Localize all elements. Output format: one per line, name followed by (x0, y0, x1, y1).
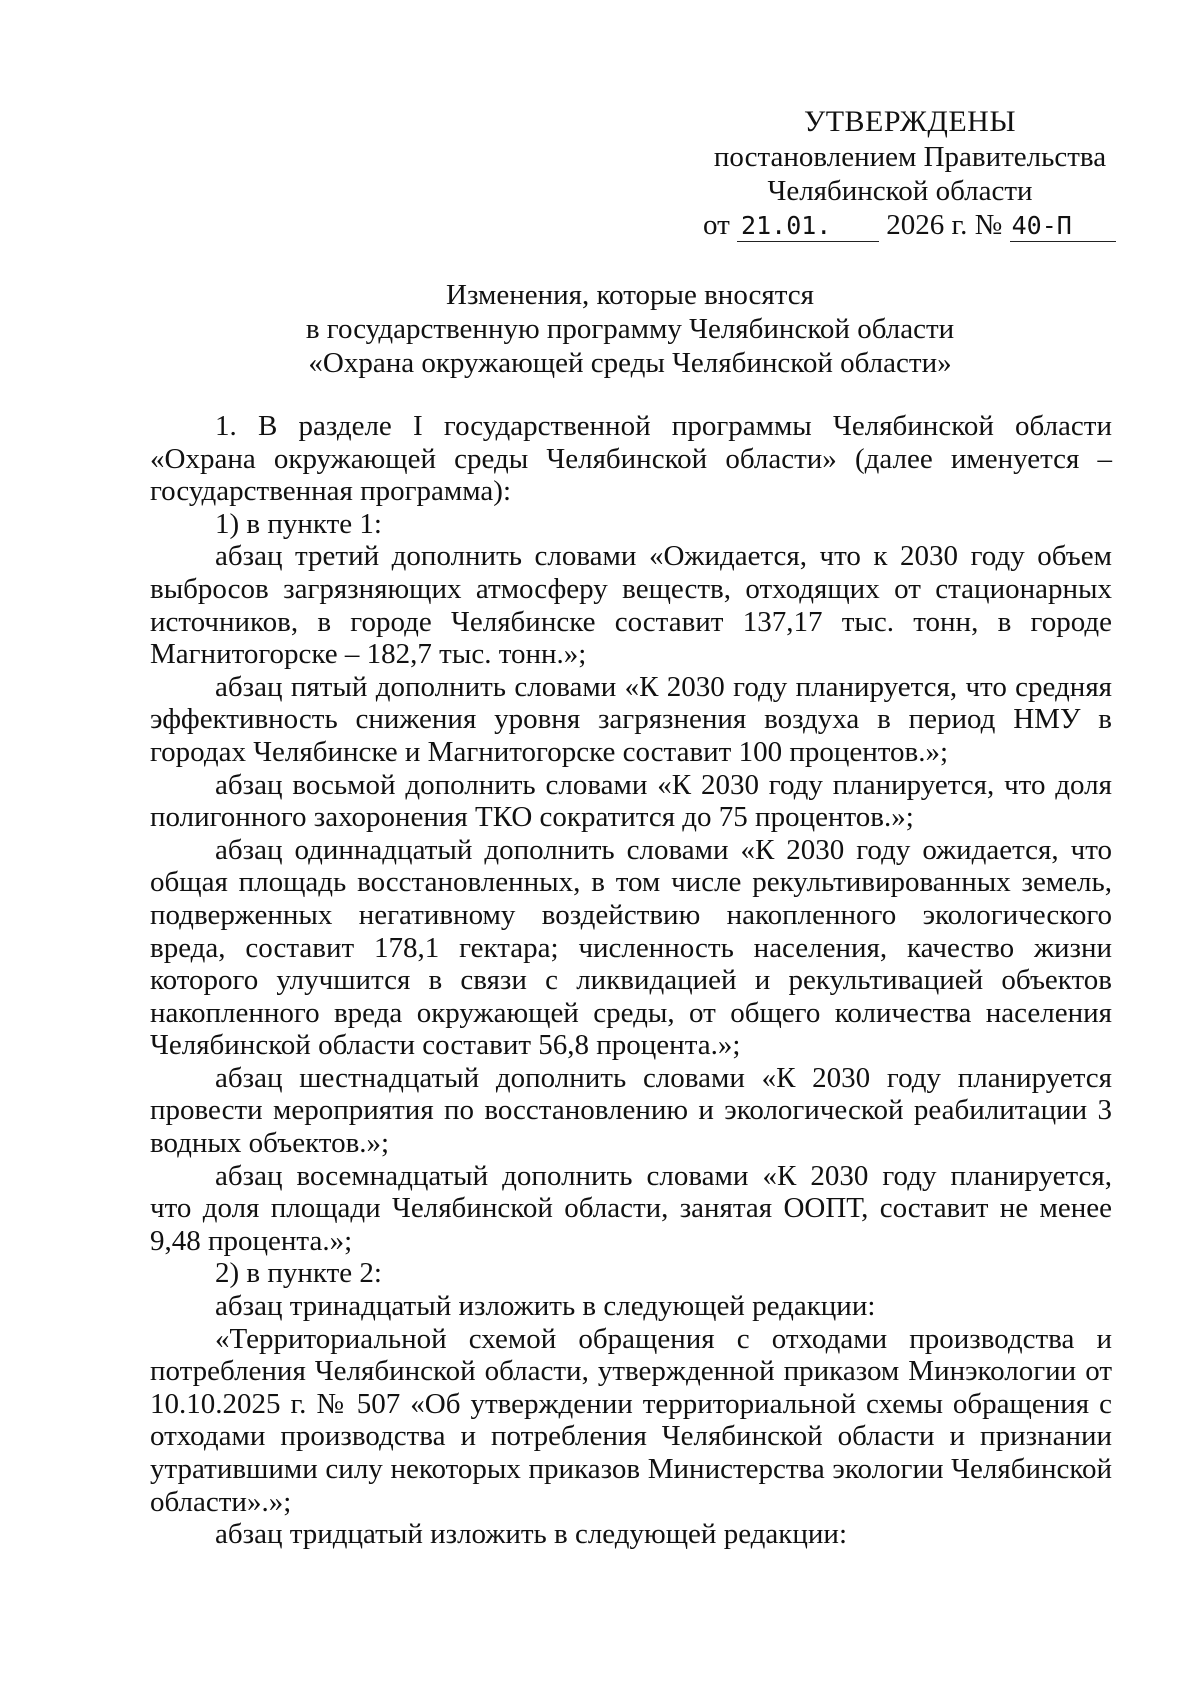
paragraph-section-1: 1. В разделе I государственной программы Челябинской области «Охрана окружающей среды Челябинской области» (далее именуется – государственная программа): (150, 410, 1112, 508)
approval-date-prefix: от (703, 209, 730, 241)
paragraph-quote-territorial-scheme: «Территориальной схемой обращения с отходами производства и потребления Челябинской области, утвержденной приказом Минэкологии от 10.10.2025 г. № 507 «Об утверждении территориальной схемы обращения с отходами производства и потребления Челябинской области и признании утратившими силу некоторых приказов Министерства экологии Челябинской области».»; (150, 1322, 1112, 1518)
paragraph-item-2: 2) в пункте 2: (215, 1257, 382, 1290)
paragraph-abzac-16: абзац шестнадцатый дополнить словами «К 2030 году планируется провести мероприятия по восстановлению и экологической реабилитации 3 водных объектов.»; (150, 1061, 1112, 1160)
paragraph-abzac-3: абзац третий дополнить словами «Ожидается, что к 2030 году объем выбросов загрязняющих атмосферу веществ, отходящих от стационарных источников, в городе Челябинске составит 137,17 тыс. тонн, в городе Магнитогорске – 182,7 тыс. тонн.»; (150, 540, 1112, 671)
document-title-line-1: Изменения, которые вносятся (446, 279, 814, 311)
document-title-line-3: «Охрана окружающей среды Челябинской области» (308, 347, 952, 379)
approval-year: 2026 г. № (886, 209, 1003, 241)
document-body (150, 410, 1112, 1551)
paragraph-abzac-13: абзац тринадцатый изложить в следующей редакции: (215, 1290, 876, 1323)
paragraph-abzac-5: абзац пятый дополнить словами «К 2030 году планируется, что средняя эффективность снижения уровня загрязнения воздуха в период НМУ в городах Челябинске и Магнитогорске составит 100 процентов.»; (150, 670, 1112, 768)
paragraph-abzac-30: абзац тридцатый изложить в следующей редакции: (215, 1518, 848, 1551)
document-title-line-2: в государственную программу Челябинской области (305, 313, 955, 345)
approval-title: УТВЕРЖДЕНЫ (803, 105, 1017, 138)
approval-date: 21.01. (737, 211, 879, 242)
paragraph-item-1: 1) в пункте 1: (215, 507, 382, 540)
approval-region: Челябинской области (767, 175, 1033, 207)
approval-stamp (700, 105, 1120, 242)
paragraph-abzac-8: абзац восьмой дополнить словами «К 2030 году планируется, что доля полигонного захоронения ТКО сократится до 75 процентов.»; (150, 768, 1112, 834)
document-title (150, 278, 1110, 380)
paragraph-abzac-11: абзац одиннадцатый дополнить словами «К 2030 году ожидается, что общая площадь восстановленных, в том числе рекультивированных земель, подверженных негативному воздействию накопленного экологического вреда, составит 178,1 гектара; численность населения, качество жизни которого улучшится в связи с ликвидацией и рекультивацией объектов накопленного вреда окружающей среды, от общего количества населения Челябинской области составит 56,8 процента.»; (150, 833, 1112, 1062)
approval-number: 40-П (1010, 211, 1116, 242)
approval-issuer: постановлением Правительства (713, 141, 1107, 173)
approval-date-line (703, 208, 1120, 242)
paragraph-abzac-18: абзац восемнадцатый дополнить словами «К 2030 году планируется, что доля площади Челябинской области, занятая ООПТ, составит не менее 9,48 процента.»; (150, 1159, 1112, 1257)
